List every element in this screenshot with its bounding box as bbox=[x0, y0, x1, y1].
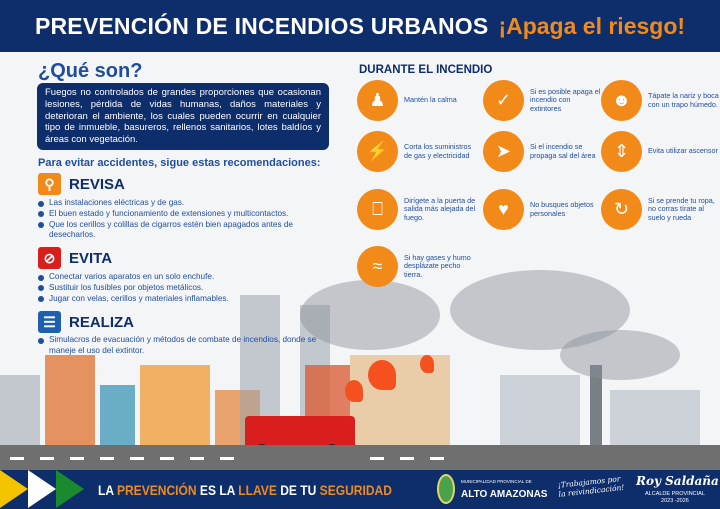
tip-item bbox=[357, 80, 477, 121]
page-title: PREVENCIÓN DE INCENDIOS URBANOS bbox=[34, 12, 489, 39]
motto: ¡Trabajamos por la reivindicación! bbox=[557, 474, 625, 499]
section-title: REALIZA bbox=[69, 313, 134, 331]
list-item: Simulacros de evacuación y métodos de combate de incendios, donde se maneje el uso del extintor. bbox=[38, 335, 328, 357]
tip-text: Mantén la calma bbox=[404, 95, 457, 105]
section-realiza bbox=[38, 311, 134, 333]
chevron-decoration bbox=[0, 470, 28, 508]
list-item: Jugar con velas, cerillos y materiales inflamables. bbox=[38, 294, 328, 305]
section-title: REVISA bbox=[69, 175, 125, 193]
footer-banner bbox=[0, 470, 720, 509]
realiza-list bbox=[38, 335, 328, 357]
tip-text: No busques objetos personales bbox=[530, 200, 594, 218]
tip-item bbox=[601, 131, 720, 172]
tip-item bbox=[483, 189, 603, 230]
revisa-list bbox=[38, 198, 328, 241]
section-title: EVITA bbox=[69, 249, 113, 267]
elevator-icon: ⇕ bbox=[601, 131, 642, 172]
checklist-icon: ☰ bbox=[38, 311, 61, 333]
tip-item bbox=[357, 189, 477, 230]
exit-door-icon: ⎕ bbox=[357, 189, 398, 230]
section-evita bbox=[38, 247, 112, 269]
mayor-role: ALCALDE PROVINCIAL 2023 -2026 bbox=[645, 491, 705, 504]
chevron-decoration bbox=[56, 470, 84, 508]
prohibited-icon: ⊘ bbox=[38, 247, 61, 269]
recommendations-heading: Para evitar accidentes, sigue estas recomendaciones: bbox=[38, 157, 321, 169]
teddy-bear-icon: ♥ bbox=[483, 189, 524, 230]
chevron-decoration bbox=[28, 470, 56, 508]
list-item: Sustituir los fusibles por objetos metálicos. bbox=[38, 283, 328, 294]
tip-text: Si es posible apaga el incendio con extintores bbox=[530, 87, 601, 113]
tip-item bbox=[483, 80, 603, 121]
crawl-icon: ≈ bbox=[357, 246, 398, 287]
tip-text: Si hay gases y humo desplázate pecho tierra. bbox=[404, 253, 471, 279]
tip-text: Si se prende tu ropa, no corras tírate al suelo y rueda bbox=[648, 196, 715, 222]
tip-item bbox=[357, 246, 477, 287]
gas-plug-icon: ⚡ bbox=[357, 131, 398, 172]
roll-icon: ↻ bbox=[601, 189, 642, 230]
running-person-icon: ➤ bbox=[483, 131, 524, 172]
tip-text: Dirígete a la puerta de salida más alejada del fuego. bbox=[404, 196, 476, 222]
tip-item bbox=[601, 189, 720, 230]
tip-text: Tápate la nariz y boca con un trapo húmedo. bbox=[648, 91, 719, 109]
what-are-heading: ¿Qué son? bbox=[38, 60, 143, 82]
header-banner bbox=[0, 0, 720, 52]
tip-item bbox=[357, 131, 477, 172]
tip-text: Corta los suministros de gas y electricidad bbox=[404, 142, 472, 160]
tip-text: Si el incendio se propaga sal del área bbox=[530, 142, 596, 160]
extinguisher-icon: ✓ bbox=[483, 80, 524, 121]
slogan: LA PREVENCIÓN ES LA LLAVE DE TU SEGURIDAD bbox=[98, 482, 392, 498]
tip-item bbox=[483, 131, 603, 172]
list-item: El buen estado y funcionamiento de extensiones y multicontactos. bbox=[38, 209, 328, 220]
list-item: Que los cerillos y colillas de cigarros estén bien apagados antes de desecharlos. bbox=[38, 220, 328, 242]
municipality-name: MUNICIPALIDAD PROVINCIAL DE ALTO AMAZONAS bbox=[461, 479, 548, 500]
tip-text: Evita utilizar ascensor bbox=[648, 146, 718, 156]
tip-item bbox=[601, 80, 720, 121]
list-item: Las instalaciones eléctricas y de gas. bbox=[38, 198, 328, 209]
magnifier-icon: ⚲ bbox=[38, 173, 61, 195]
road bbox=[0, 445, 720, 470]
mayor-signature: Roy Saldaña bbox=[636, 474, 719, 488]
definition-box: Fuegos no controlados de grandes proporciones que ocasionan lesiones, pérdida de vidas humanas, daños materiales y deterioran el ambiente, los cuales pueden ocurrir en cualquier tipo de inmueble, basureros, rellenos sanitarios, lotes baldíos y áreas con vegetación. bbox=[37, 83, 329, 150]
page-subtitle: ¡Apaga el riesgo! bbox=[498, 12, 686, 39]
family-icon: ♟ bbox=[357, 80, 398, 121]
list-item: Conectar varios aparatos en un solo enchufe. bbox=[38, 272, 328, 283]
evita-list bbox=[38, 272, 328, 304]
cover-nose-icon: ☻ bbox=[601, 80, 642, 121]
during-fire-heading: DURANTE EL INCENDIO bbox=[359, 64, 493, 76]
municipal-seal-icon bbox=[437, 474, 455, 504]
section-revisa bbox=[38, 173, 125, 195]
